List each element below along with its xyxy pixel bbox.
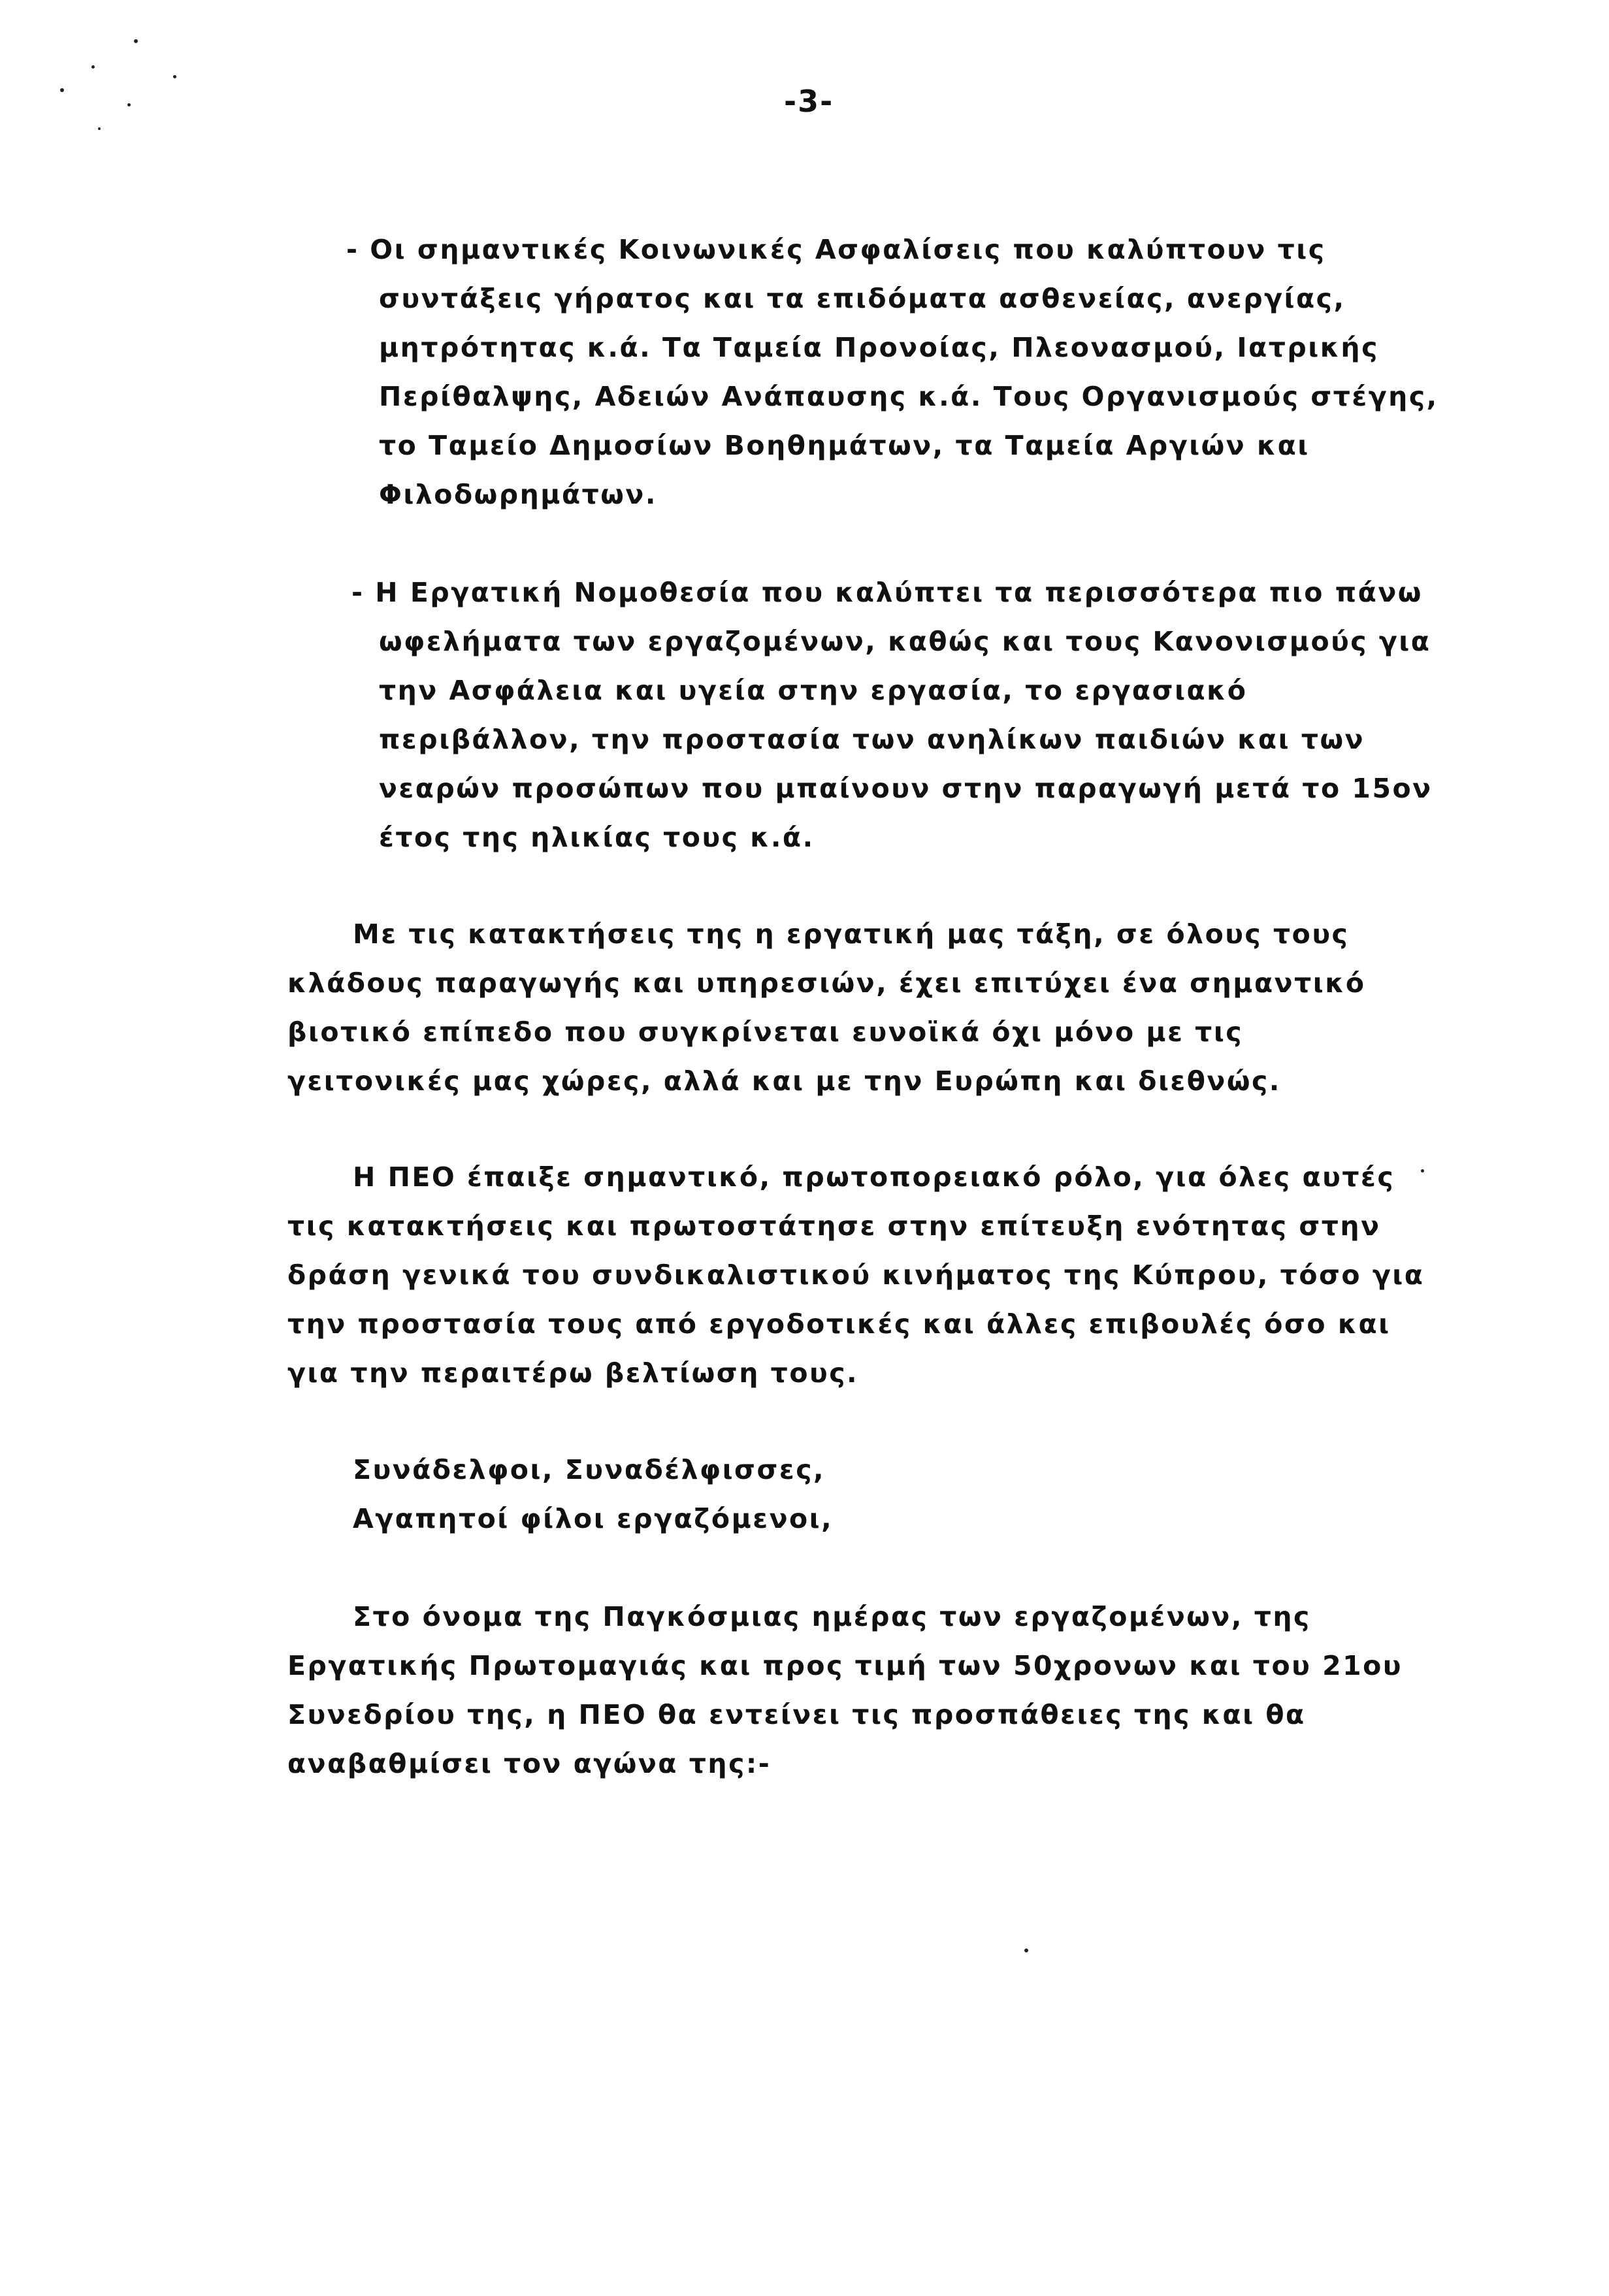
scan-speck [1421, 1169, 1424, 1172]
paragraph-3-line-2: Εργατικής Πρωτομαγιάς και προς τιμή των 50χρονων και του 21ου [287, 1650, 1403, 1681]
paragraph-2-line-4: την προστασία τους από εργοδοτικές και άλλες επιβουλές όσο και [287, 1308, 1391, 1340]
salutation-line-1: Συνάδελφοι, Συναδέλφισσες, [353, 1454, 826, 1485]
bullet-1-line-3: μητρότητας κ.ά. Τα Ταμεία Προνοίας, Πλεονασμού, Ιατρικής [379, 332, 1379, 363]
paragraph-3-line-3: Συνεδρίου της, η ΠΕΟ θα εντείνει τις προσπάθειες της και θα [287, 1699, 1306, 1730]
scan-speck [98, 127, 101, 130]
scan-speck [173, 75, 176, 78]
scan-speck [127, 103, 131, 106]
bullet-1-line-2: συντάξεις γήρατος και τα επιδόματα ασθενείας, ανεργίας, [379, 283, 1346, 314]
salutation-line-2: Αγαπητοί φίλοι εργαζόμενοι, [353, 1503, 834, 1534]
scan-speck [1024, 1948, 1028, 1952]
paragraph-2-line-2: τις κατακτήσεις και πρωτοστάτησε στην επίτευξη ενότητας στην [287, 1210, 1381, 1242]
bullet-2-line-2: ωφελήματα των εργαζομένων, καθώς και τους Κανονισμούς για [379, 626, 1431, 657]
bullet-2-line-6: έτος της ηλικίας τους κ.ά. [379, 822, 815, 853]
bullet-2-line-4: περιβάλλον, την προστασία των ανηλίκων παιδιών και των [379, 724, 1365, 755]
bullet-1-line-6: Φιλοδωρημάτων. [379, 479, 657, 510]
paragraph-2-line-3: δράση γενικά του συνδικαλιστικού κινήματος της Κύπρου, τόσο για [287, 1259, 1425, 1291]
bullet-1-line-4: Περίθαλψης, Αδειών Ανάπαυσης κ.ά. Τους Οργανισμούς στέγης, [379, 381, 1438, 412]
bullet-1-line-5: το Ταμείο Δημοσίων Βοηθημάτων, τα Ταμεία Αργιών και [379, 430, 1310, 461]
scan-speck [91, 65, 95, 69]
scan-speck [60, 88, 64, 92]
paragraph-1-line-1: Με τις κατακτήσεις της η εργατική μας τάξη, σε όλους τους [353, 918, 1350, 950]
paragraph-3-line-1: Στο όνομα της Παγκόσμιας ημέρας των εργαζομένων, της [353, 1601, 1311, 1632]
scan-speck [134, 39, 138, 43]
bullet-2-line-5: νεαρών προσώπων που μπαίνουν στην παραγωγή μετά το 15ον [379, 773, 1433, 804]
paragraph-1-line-4: γειτονικές μας χώρες, αλλά και με την Ευρώπη και διεθνώς. [287, 1065, 1281, 1097]
paragraph-3-line-4: αναβαθμίσει τον αγώνα της:- [287, 1748, 772, 1779]
bullet-1-line-1: - Οι σημαντικές Κοινωνικές Ασφαλίσεις που καλύπτουν τις [346, 234, 1326, 265]
paragraph-2-line-5: για την περαιτέρω βελτίωση τους. [287, 1357, 859, 1389]
bullet-2-line-3: την Ασφάλεια και υγεία στην εργασία, το εργασιακό [379, 675, 1248, 706]
page-number: -3- [784, 84, 834, 119]
bullet-2-line-1: - Η Εργατική Νομοθεσία που καλύπτει τα περισσότερα πιο πάνω [351, 577, 1423, 608]
paragraph-2-line-1: Η ΠΕΟ έπαιξε σημαντικό, πρωτοπορειακό ρόλο, για όλες αυτές [353, 1161, 1395, 1193]
paragraph-1-line-2: κλάδους παραγωγής και υπηρεσιών, έχει επιτύχει ένα σημαντικό [287, 967, 1366, 999]
paragraph-1-line-3: βιοτικό επίπεδο που συγκρίνεται ευνοϊκά όχι μόνο με τις [287, 1016, 1244, 1048]
